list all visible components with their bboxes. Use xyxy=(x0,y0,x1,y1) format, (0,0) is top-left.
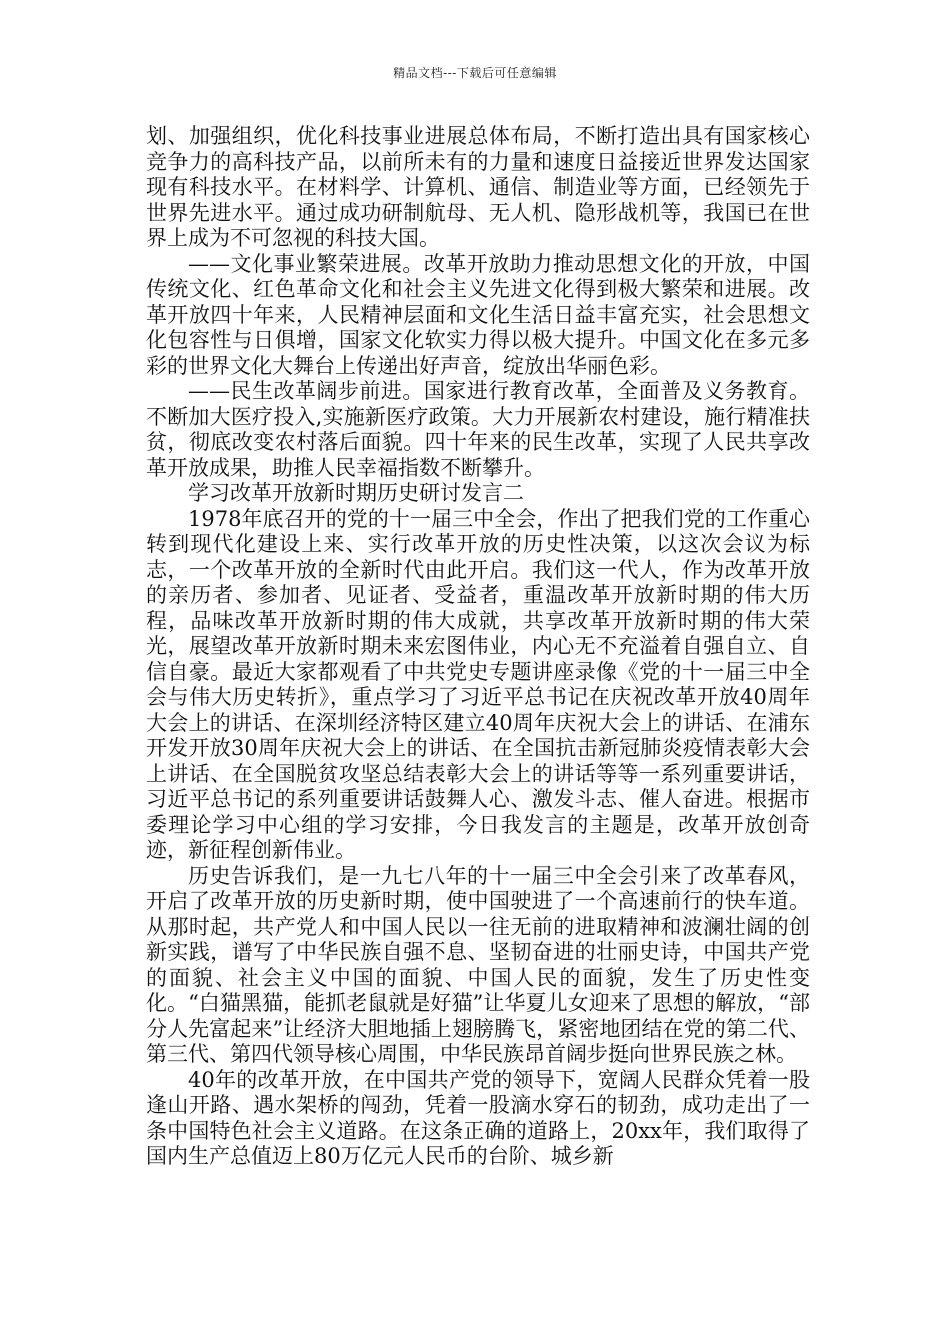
paragraph: ——民生改革阔步前进。国家进行教育改革，全面普及义务教育。不断加大医疗投入,实施新医疗政策。大力开展新农村建设，施行精准扶贫，彻底改变农村落后面貌。四十年来的民生改革，实现了人民共享改革开放成果，助推人民幸福指数不断攀升。 xyxy=(146,379,810,480)
paragraph: 1978年底召开的党的十一届三中全会，作出了把我们党的工作重心转到现代化建设上来、实行改革开放的历史性决策，以这次会议为标志，一个改革开放的全新时代由此开启。我们这一代人，作为改革开放的亲历者、参加者、见证者、受益者，重温改革开放新时期的伟大历程，品味改革开放新时期的伟大成就，共享改革开放新时期的伟大荣光，展望改革开放新时期未来宏图伟业，内心无不充溢着自强自立、自信自豪。最近大家都观看了中共党史专题讲座录像《党的十一届三中全会与伟大历史转折》，重点学习了习近平总书记在庆祝改革开放40周年大会上的讲话、在深圳经济特区建立40周年庆祝大会上的讲话、在浦东开发开放30周年庆祝大会上的讲话、在全国抗击新冠肺炎疫情表彰大会上讲话、在全国脱贫攻坚总结表彰大会上的讲话等等一系列重要讲话，习近平总书记的系列重要讲话鼓舞人心、激发斗志、催人奋进。根据市委理论学习中心组的学习安排，今日我发言的主题是，改革开放创奇迹，新征程创新伟业。 xyxy=(146,506,810,862)
paragraph: 历史告诉我们，是一九七八年的十一届三中全会引来了改革春风，开启了改革开放的历史新时期，使中国驶进了一个高速前行的快车道。从那时起，共产党人和中国人民以一往无前的进取精神和波澜壮阔的创新实践，谱写了中华民族自强不息、坚韧奋进的壮丽史诗，中国共产党的面貌、社会主义中国的面貌、中国人民的面貌，发生了历史性变化。“白猫黑猫，能抓老鼠就是好猫”让华夏儿女迎来了思想的解放，“部分人先富起来”让经济大胆地插上翅膀腾飞，紧密地团结在党的第二代、第三代、第四代领导核心周围，中华民族昂首阔步挺向世界民族之林。 xyxy=(146,863,810,1066)
paragraph: 40年的改革开放，在中国共产党的领导下，宽阔人民群众凭着一股逢山开路、遇水架桥的闯劲，凭着一股滴水穿石的韧劲，成功走出了一条中国特色社会主义道路。在这条正确的道路上，20xx年，我们取得了国内生产总值迈上80万亿元人民币的台阶、城乡新 xyxy=(146,1067,810,1168)
document-body xyxy=(146,124,810,1170)
page-header: 精品文档---下载后可任意编辑 xyxy=(393,66,557,80)
paragraph: ——文化事业繁荣进展。改革开放助力推动思想文化的开放，中国传统文化、红色革命文化和社会主义先进文化得到极大繁荣和进展。改革开放四十年来，人民精神层面和文化生活日益丰富充实，社会思想文化包容性与日俱增，国家文化软实力得以极大提升。中国文化在多元多彩的世界文化大舞台上传递出好声音，绽放出华丽色彩。 xyxy=(146,251,810,378)
section-title: 学习改革开放新时期历史研讨发言二 xyxy=(188,481,524,505)
paragraph: 划、加强组织，优化科技事业进展总体布局，不断打造出具有国家核心竞争力的高科技产品，以前所未有的力量和速度日益接近世界发达国家现有科技水平。在材料学、计算机、通信、制造业等方面，已经领先于世界先进水平。通过成功研制航母、无人机、隐形战机等，我国已在世界上成为不可忽视的科技大国。 xyxy=(146,124,810,250)
